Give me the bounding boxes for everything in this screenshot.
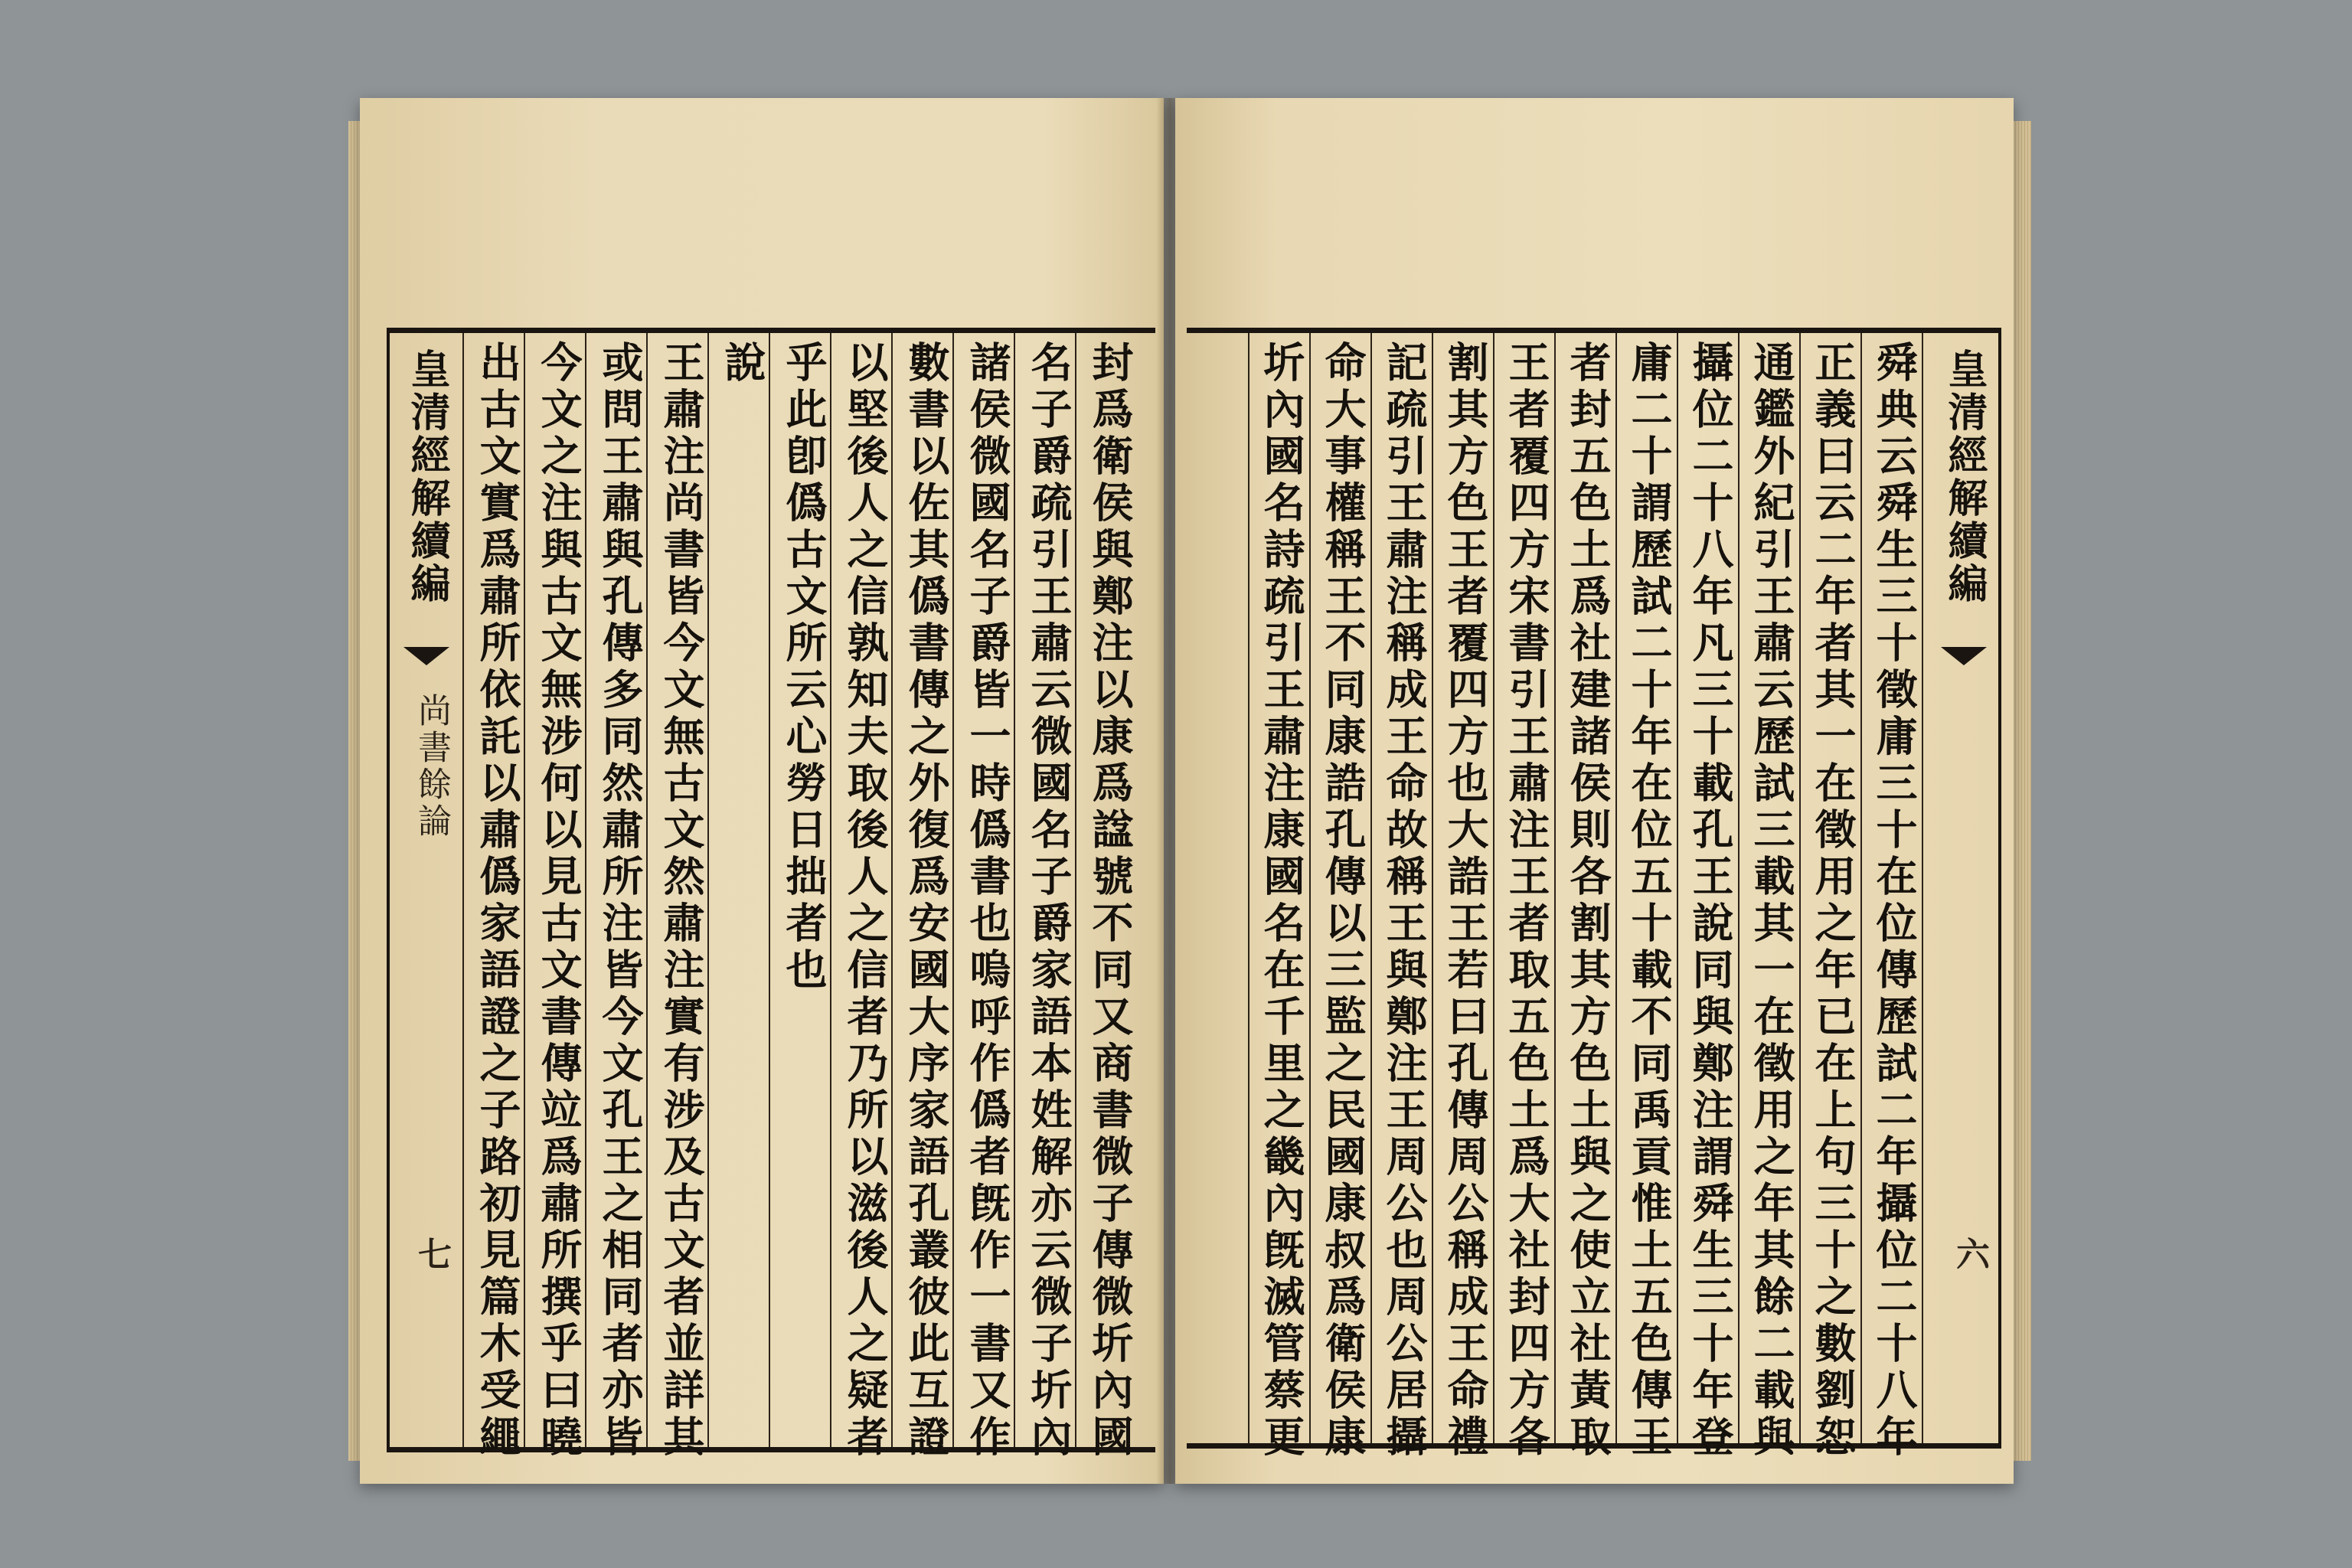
left-page bbox=[360, 98, 1164, 1484]
text-column: 今文之注與古文無涉何以見古文書傳竝爲肅所撰乎曰曉 bbox=[534, 341, 583, 1462]
text-column: 者封五色土爲社建諸侯則各割其方色土與之使立社黃取 bbox=[1563, 341, 1612, 1462]
page-number: 六 bbox=[1950, 1236, 1989, 1270]
text-column: 正義曰云二年者其一在徵用之年已在上句三十之數劉恕 bbox=[1808, 341, 1857, 1462]
margin-title: 皇清經解續編 bbox=[403, 348, 450, 606]
right-page bbox=[1175, 98, 2014, 1484]
text-column: 通鑑外紀引王肅云歷試三載其一在徵用之年其餘二載與 bbox=[1747, 341, 1796, 1462]
text-column: 王肅注尚書皆今文無古文然肅注實有涉及古文者並詳其 bbox=[657, 341, 706, 1462]
text-column: 命大事權稱王不同康誥孔傳以三監之民國康叔爲衛侯康 bbox=[1318, 341, 1367, 1462]
text-column: 圻內國名詩疏引王肅注康國名在千里之畿內旣滅管蔡更 bbox=[1257, 341, 1306, 1462]
text-column: 舜典云舜生三十徵庸三十在位傳歷試二年攝位二十八年 bbox=[1870, 341, 1919, 1462]
text-column: 名子爵疏引王肅云微國名子爵家語本姓解亦云微子圻內 bbox=[1024, 341, 1073, 1462]
margin-section: 尚書餘論 bbox=[412, 693, 451, 840]
fishtail-mark bbox=[403, 647, 449, 665]
text-column: 諸侯微國名子爵皆一時僞書也嗚呼作僞者旣作一書又作 bbox=[963, 341, 1012, 1462]
text-column: 出古文實爲肅所依託以肅僞家語證之子路初見篇木受繩 bbox=[473, 341, 522, 1462]
text-column: 封爲衛侯與鄭注以康爲諡號不同又商書微子傳微圻內國 bbox=[1086, 341, 1135, 1462]
text-column: 庸二十謂歷試二十年在位五十載不同禹貢惟土五色傳王 bbox=[1625, 341, 1674, 1462]
text-column: 說 bbox=[718, 341, 767, 387]
text-column: 記疏引王肅注稱成王命故稱王與鄭注王周公也周公居攝 bbox=[1380, 341, 1429, 1462]
margin-title: 皇清經解續編 bbox=[1941, 348, 1988, 606]
text-column: 或問王肅與孔傳多同然肅所注皆今文孔王之相同者亦皆 bbox=[596, 341, 645, 1462]
page-number: 七 bbox=[412, 1236, 451, 1270]
text-column: 乎此卽僞古文所云心勞日拙者也 bbox=[779, 341, 828, 995]
text-column: 數書以佐其僞書傳之外復爲安國大序家語孔叢彼此互證 bbox=[902, 341, 951, 1462]
text-column: 以堅後人之信孰知夫取後人之信者乃所以滋後人之疑者 bbox=[841, 341, 890, 1462]
left-page-frame bbox=[387, 328, 1155, 1462]
text-column: 攝位二十八年凡三十載孔王說同與鄭注謂舜生三十年登 bbox=[1686, 341, 1735, 1462]
text-column: 割其方色王者覆四方也大誥王若曰孔傳周公稱成王命禮 bbox=[1441, 341, 1490, 1462]
text-column: 王者覆四方宋書引王肅注王者取五色土爲大社封四方各 bbox=[1502, 341, 1551, 1462]
fishtail-mark bbox=[1941, 647, 1987, 665]
open-book bbox=[348, 98, 2025, 1484]
right-page-frame bbox=[1187, 328, 2001, 1462]
